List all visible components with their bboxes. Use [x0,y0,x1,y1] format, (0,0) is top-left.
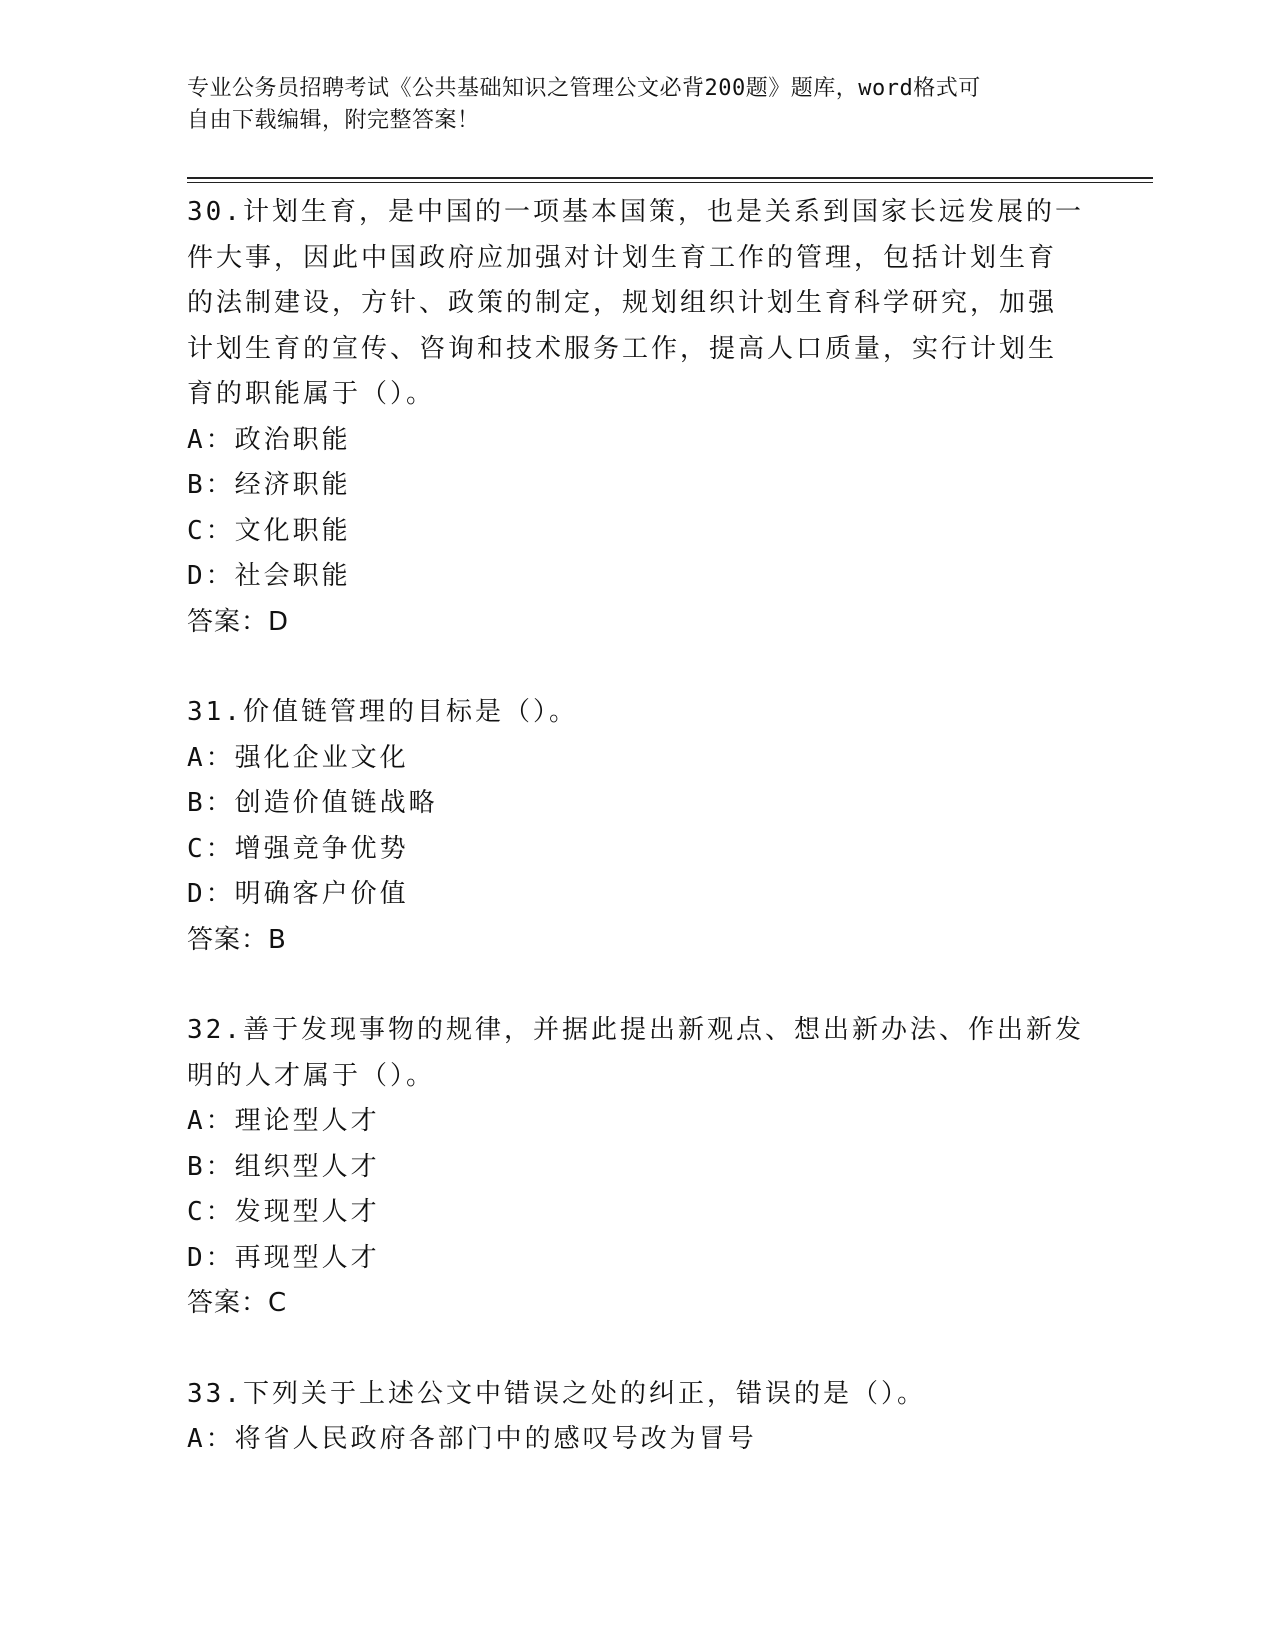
option-d: D：社会职能 [187,561,351,591]
option-a: A：理论型人才 [187,1106,380,1136]
question-list [187,190,1087,1508]
question-31 [187,690,1087,963]
option-a: A：政治职能 [187,424,351,455]
header-divider-thin [187,182,1153,183]
header-line-1: 专业公务员招聘考试《公共基础知识之管理公文必背200题》题库，word格式可 [187,76,981,101]
option-c: C：文化职能 [187,515,351,546]
option-a: A：强化企业文化 [187,742,409,773]
question-33 [187,1372,1087,1463]
answer-line: 答案：C [187,1288,288,1318]
question-stem-line: 33.下列关于上述公文中错误之处的纠正，错误的是（）。 [187,1378,926,1409]
option-c: C：增强竞争优势 [187,833,409,864]
option-d: D：再现型人才 [187,1242,380,1273]
answer-line: 答案：D [187,606,290,637]
question-stem-line: 32.善于发现事物的规律，并据此提出新观点、想出新办法、作出新发 [187,1015,1084,1045]
question-30 [187,190,1087,645]
question-stem-line: 31.价值链管理的目标是（）。 [187,697,578,727]
option-b: B：经济职能 [187,470,351,500]
question-stem-line: 的法制建设，方针、政策的制定，规划组织计划生育科学研究，加强 [187,288,1058,318]
option-b: B：创造价值链战略 [187,788,438,818]
question-stem-line: 育的职能属于（）。 [187,379,436,409]
question-stem-line: 计划生育的宣传、咨询和技术服务工作，提高人口质量，实行计划生 [187,333,1058,364]
option-c: C：发现型人才 [187,1197,380,1227]
option-d: D：明确客户价值 [187,879,409,909]
option-b: B：组织型人才 [187,1151,380,1182]
question-stem-line: 30.计划生育，是中国的一项基本国策，也是关系到国家长远发展的一 [187,197,1084,227]
header-line-2: 自由下载编辑，附完整答案！ [187,108,480,133]
question-stem-line: 明的人才属于（）。 [187,1060,436,1091]
answer-line: 答案：B [187,924,287,955]
question-32 [187,1008,1087,1327]
document-header [187,73,1067,137]
header-divider-thick [187,177,1153,179]
question-stem-line: 件大事，因此中国政府应加强对计划生育工作的管理，包括计划生育 [187,242,1058,273]
option-a: A：将省人民政府各部门中的感叹号改为冒号 [187,1424,757,1454]
